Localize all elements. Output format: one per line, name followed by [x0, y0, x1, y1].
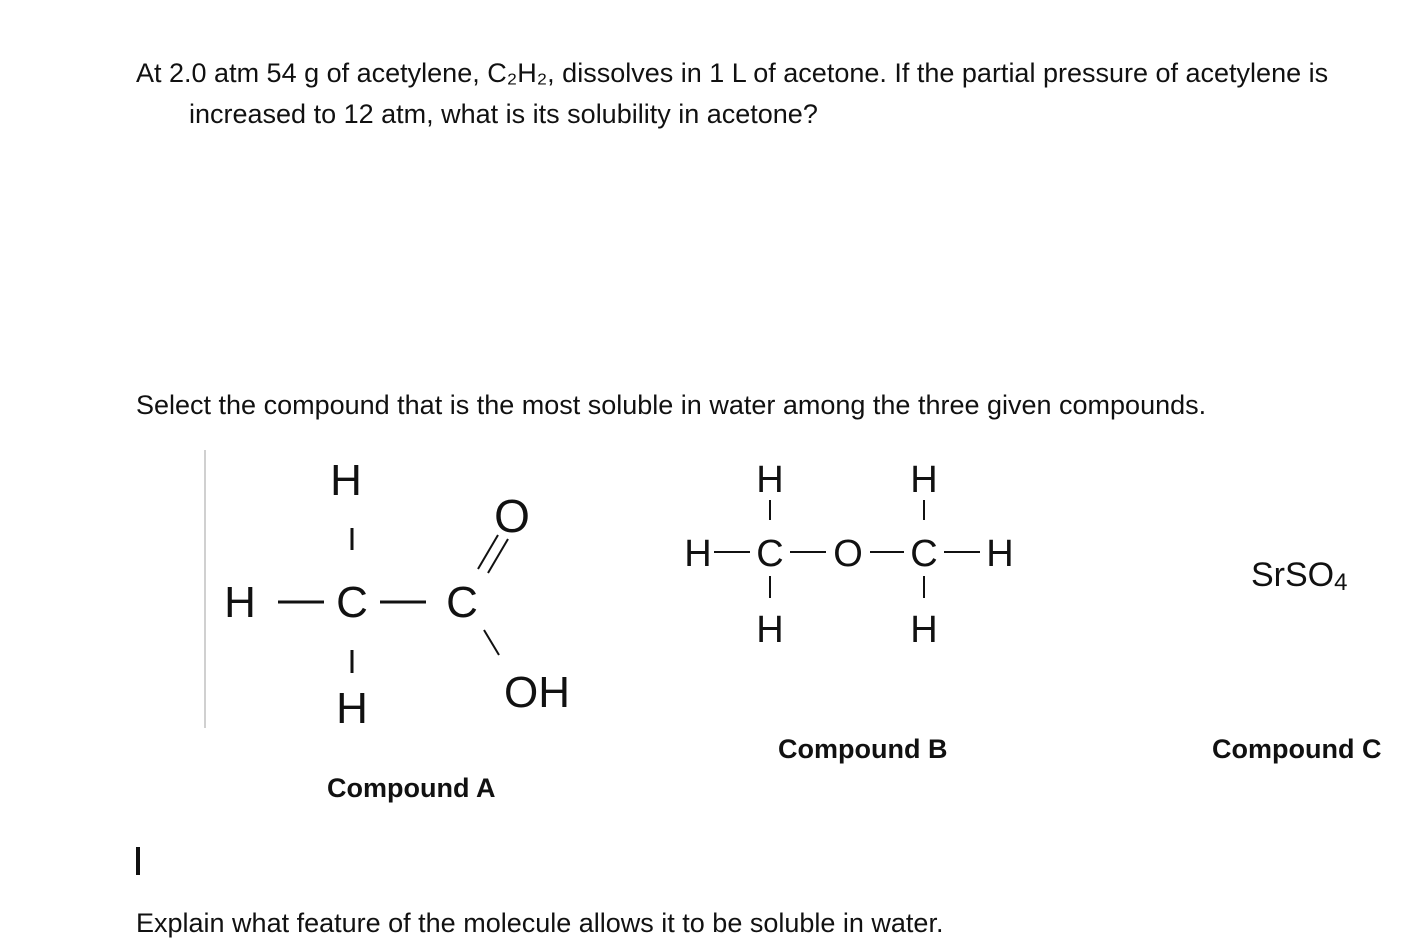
compound-b-label: Compound B [778, 734, 948, 764]
compound-a-label: Compound A [327, 773, 496, 803]
compound-b-c1: C [756, 533, 784, 575]
compound-a-structure [200, 445, 600, 735]
compound-a-h-bottom: H [336, 684, 368, 733]
compound-a-c1: C [336, 578, 368, 627]
compound-b-h-bot2: H [910, 609, 938, 651]
compound-b-h-right: H [986, 533, 1014, 575]
compound-b-structure [670, 448, 1040, 658]
compound-b-c2: C [910, 533, 938, 575]
compound-a-bond [484, 630, 499, 655]
compound-a-h-top: H [330, 456, 362, 505]
compound-b-h-bot1: H [756, 609, 784, 651]
compound-b-h-left: H [684, 533, 712, 575]
question1-line1: At 2.0 atm 54 g of acetylene, C₂H₂, dissolves in 1 L of acetone. If the partial pressure of acetylene is [136, 58, 1329, 88]
compound-a-double-bond [488, 539, 508, 573]
question2-prompt: Select the compound that is the most soluble in water among the three given compounds. [136, 390, 1207, 420]
text-cursor [136, 847, 140, 875]
compound-c-formula-sub: 4 [1334, 569, 1348, 596]
compound-c-formula-main: SrSO [1251, 556, 1335, 594]
question1-line2: increased to 12 atm, what is its solubility in acetone? [189, 99, 818, 129]
compound-b-o: O [833, 533, 863, 575]
compound-a-oh: OH [504, 668, 570, 717]
compound-c-formula [1251, 556, 1347, 597]
compound-a-c2: C [446, 578, 478, 627]
question3-prompt: Explain what feature of the molecule allows it to be soluble in water. [136, 908, 944, 938]
compound-a-o: O [494, 490, 530, 542]
compound-c-label: Compound C [1212, 734, 1382, 764]
compound-b-h-top1: H [756, 459, 784, 501]
compound-a-h-left: H [224, 578, 256, 627]
compound-b-h-top2: H [910, 459, 938, 501]
